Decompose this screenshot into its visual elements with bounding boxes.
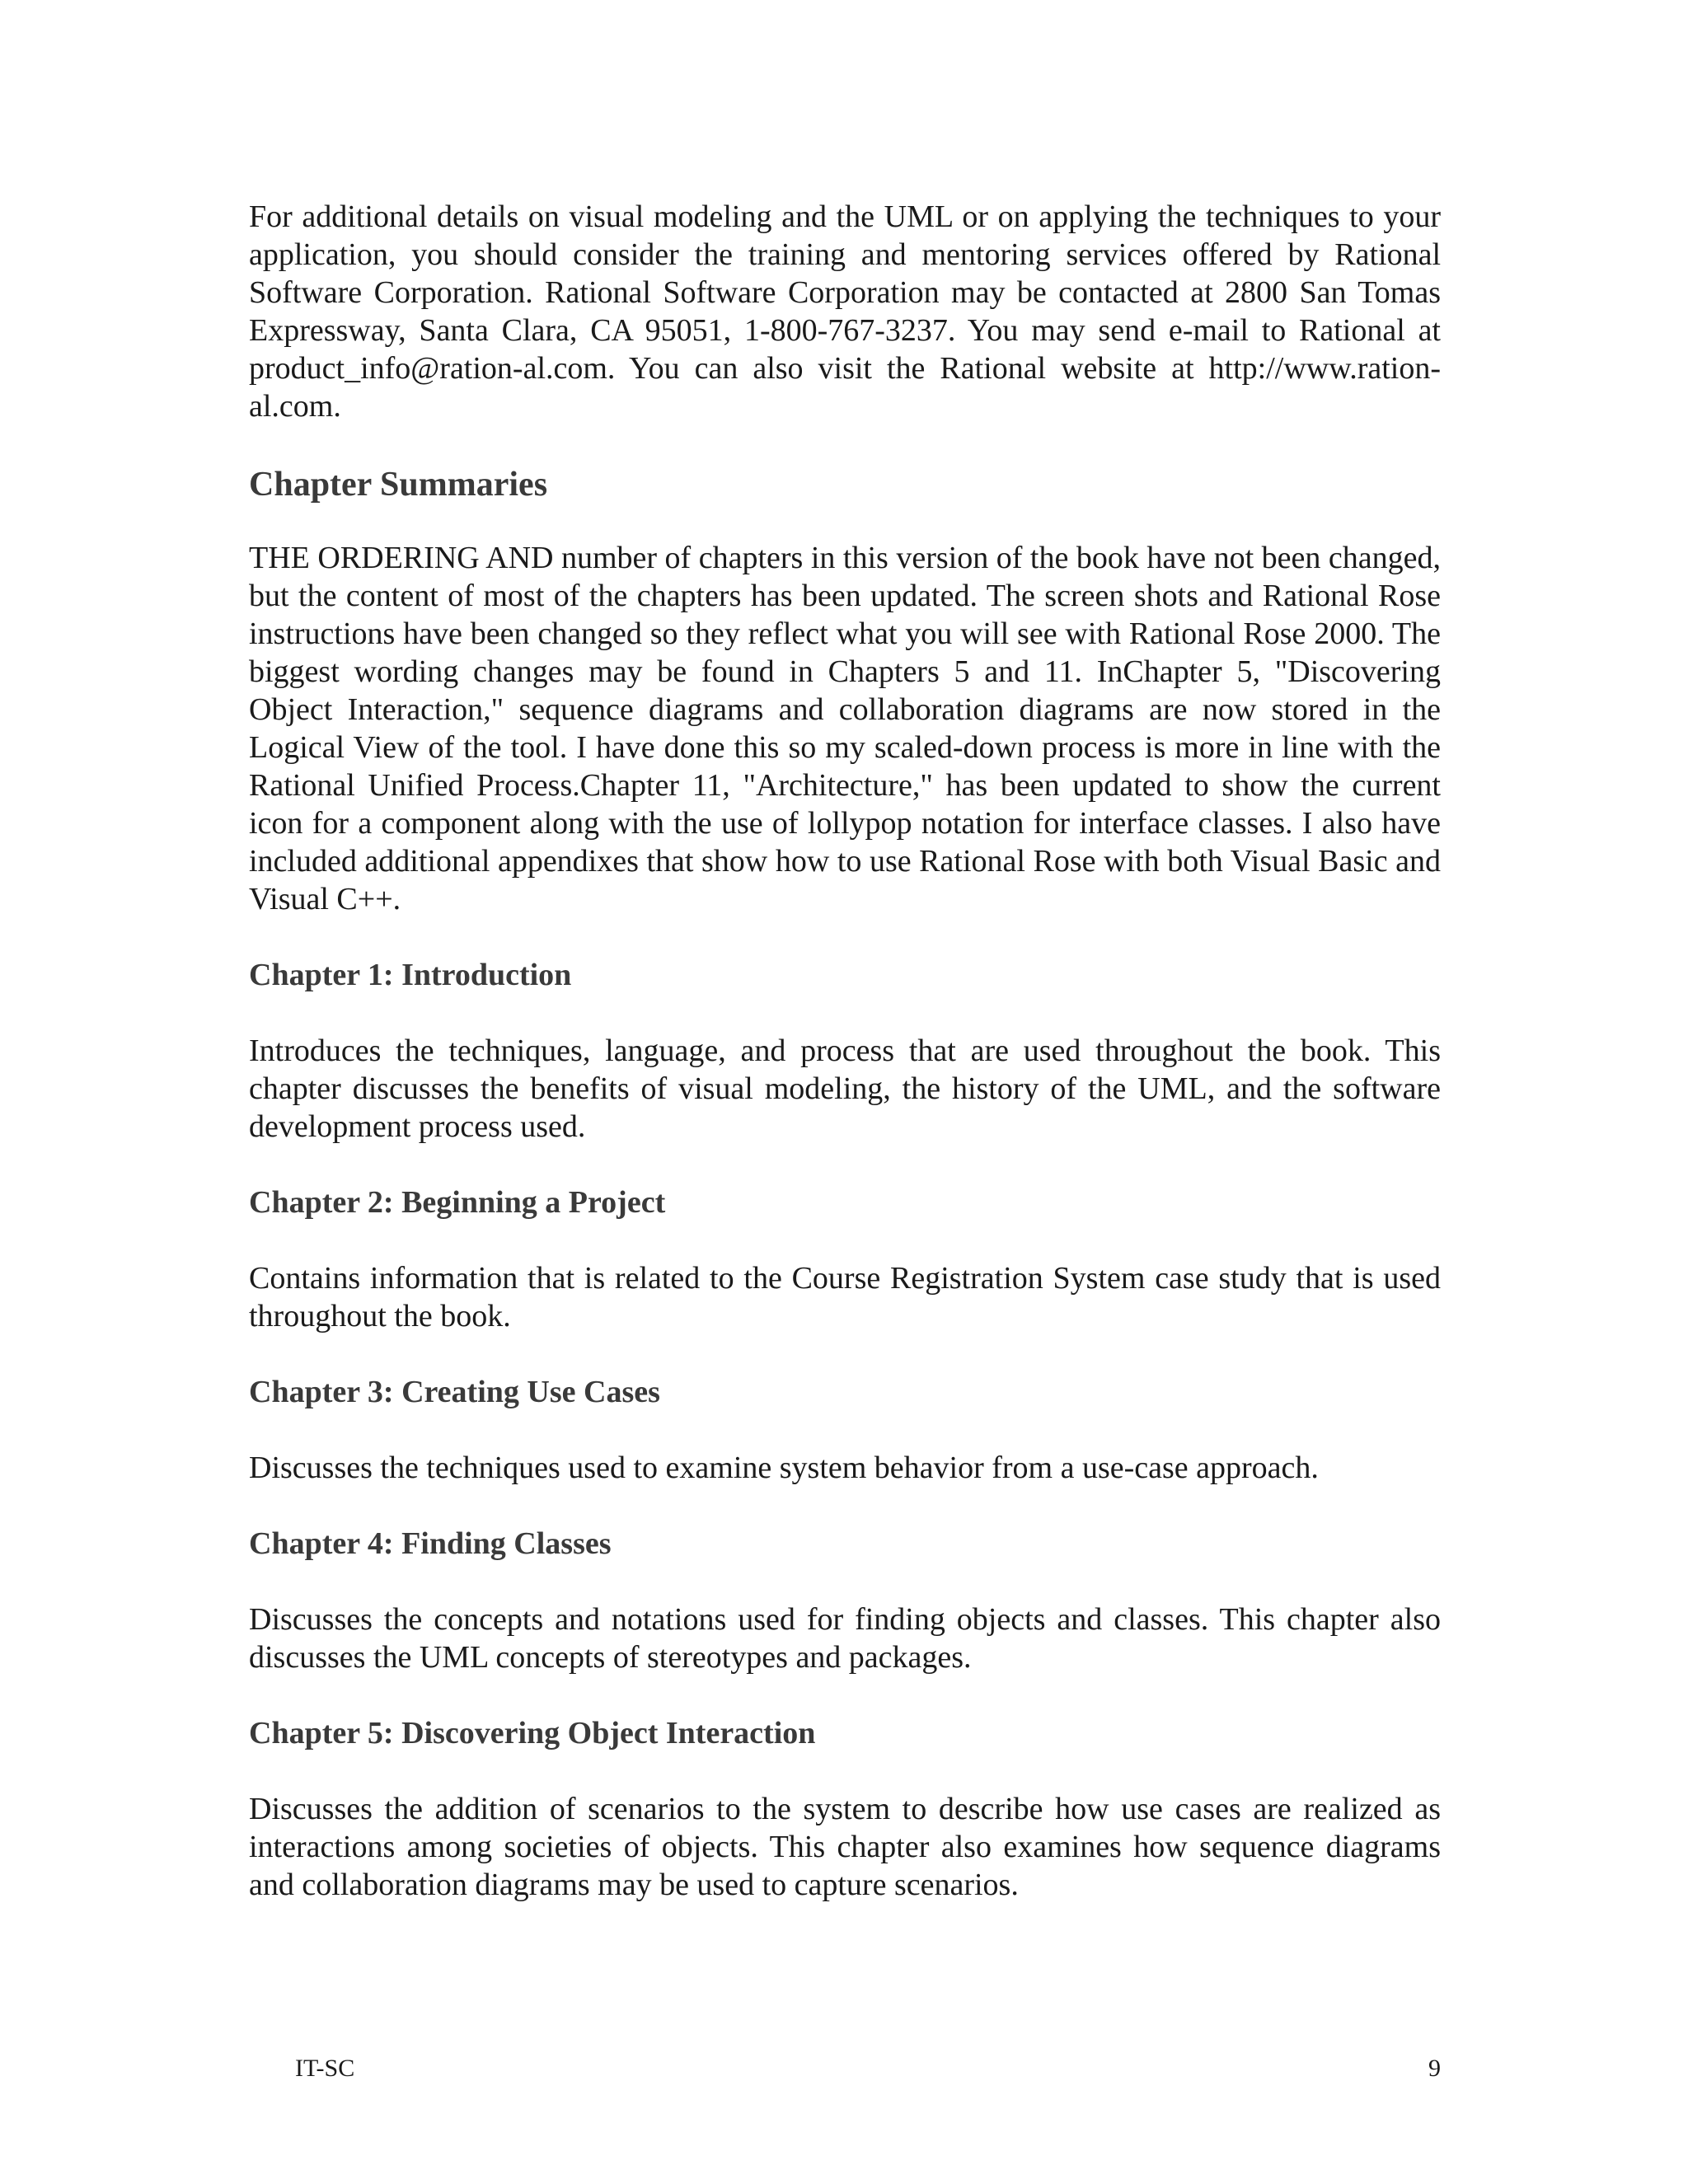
section-title: Chapter Summaries <box>249 466 548 504</box>
chapter-2 <box>249 1183 1441 1335</box>
chapter-description: Discusses the concepts and notations used for finding objects and classes. This chapter also discusses the UML concepts of stereotypes and packages. <box>249 1602 1441 1675</box>
chapter-title: Chapter 3: Creating Use Cases <box>249 1375 660 1409</box>
page-number: 9 <box>1428 2055 1441 2082</box>
chapter-title: Chapter 1: Introduction <box>249 958 572 992</box>
chapter-5 <box>249 1714 1441 1904</box>
chapter-title: Chapter 5: Discovering Object Interaction <box>249 1716 816 1750</box>
intro-paragraph: For additional details on visual modeling and the UML or on applying the techniques to your application, you should consider the training and mentoring services offered by Rational Software Corporation. Rational Software Corporation may be contacted at 2800 San Tomas Expressway, Santa Clara, CA 95051, 1-800-767-3237. You may send e-mail to Rational at product_info@ration-al.com. You can also visit the Rational website at http://www.ration-al.com. <box>249 199 1441 424</box>
chapter-title: Chapter 2: Beginning a Project <box>249 1185 666 1220</box>
summary-paragraph: THE ORDERING AND number of chapters in this version of the book have not been changed, but the content of most of the chapters has been updated. The screen shots and Rational Rose instructions have been changed so they reflect what you will see with Rational Rose 2000. The biggest wording changes may be found in Chapters 5 and 11. InChapter 5, "Discovering Object Interaction," sequence diagrams and collaboration diagrams are now stored in the Logical View of the tool. I have done this so my scaled-down process is more in line with the Rational Unified Process.Chapter 11, "Architecture," has been updated to show the current icon for a component along with the use of lollypop notation for interface classes. I also have included additional appendixes that show how to use Rational Rose with both Visual Basic and Visual C++. <box>249 541 1441 916</box>
footer-label: IT-SC <box>295 2055 355 2082</box>
chapter-3 <box>249 1373 1441 1487</box>
chapter-4 <box>249 1525 1441 1676</box>
chapter-title: Chapter 4: Finding Classes <box>249 1526 612 1561</box>
chapter-description: Contains information that is related to the Course Registration System case study that is used throughout the book. <box>249 1261 1441 1333</box>
chapter-description: Introduces the techniques, language, and process that are used throughout the book. This chapter discusses the benefits of visual modeling, the history of the UML, and the software development process used. <box>249 1033 1441 1144</box>
page-content <box>249 198 1441 1942</box>
chapter-description: Discusses the techniques used to examine system behavior from a use-case approach. <box>249 1451 1319 1485</box>
chapter-description: Discusses the addition of scenarios to the system to describe how use cases are realized as interactions among societies of objects. This chapter also examines how sequence diagrams and collaboration diagrams may be used to capture scenarios. <box>249 1792 1441 1902</box>
chapter-1 <box>249 956 1441 1146</box>
